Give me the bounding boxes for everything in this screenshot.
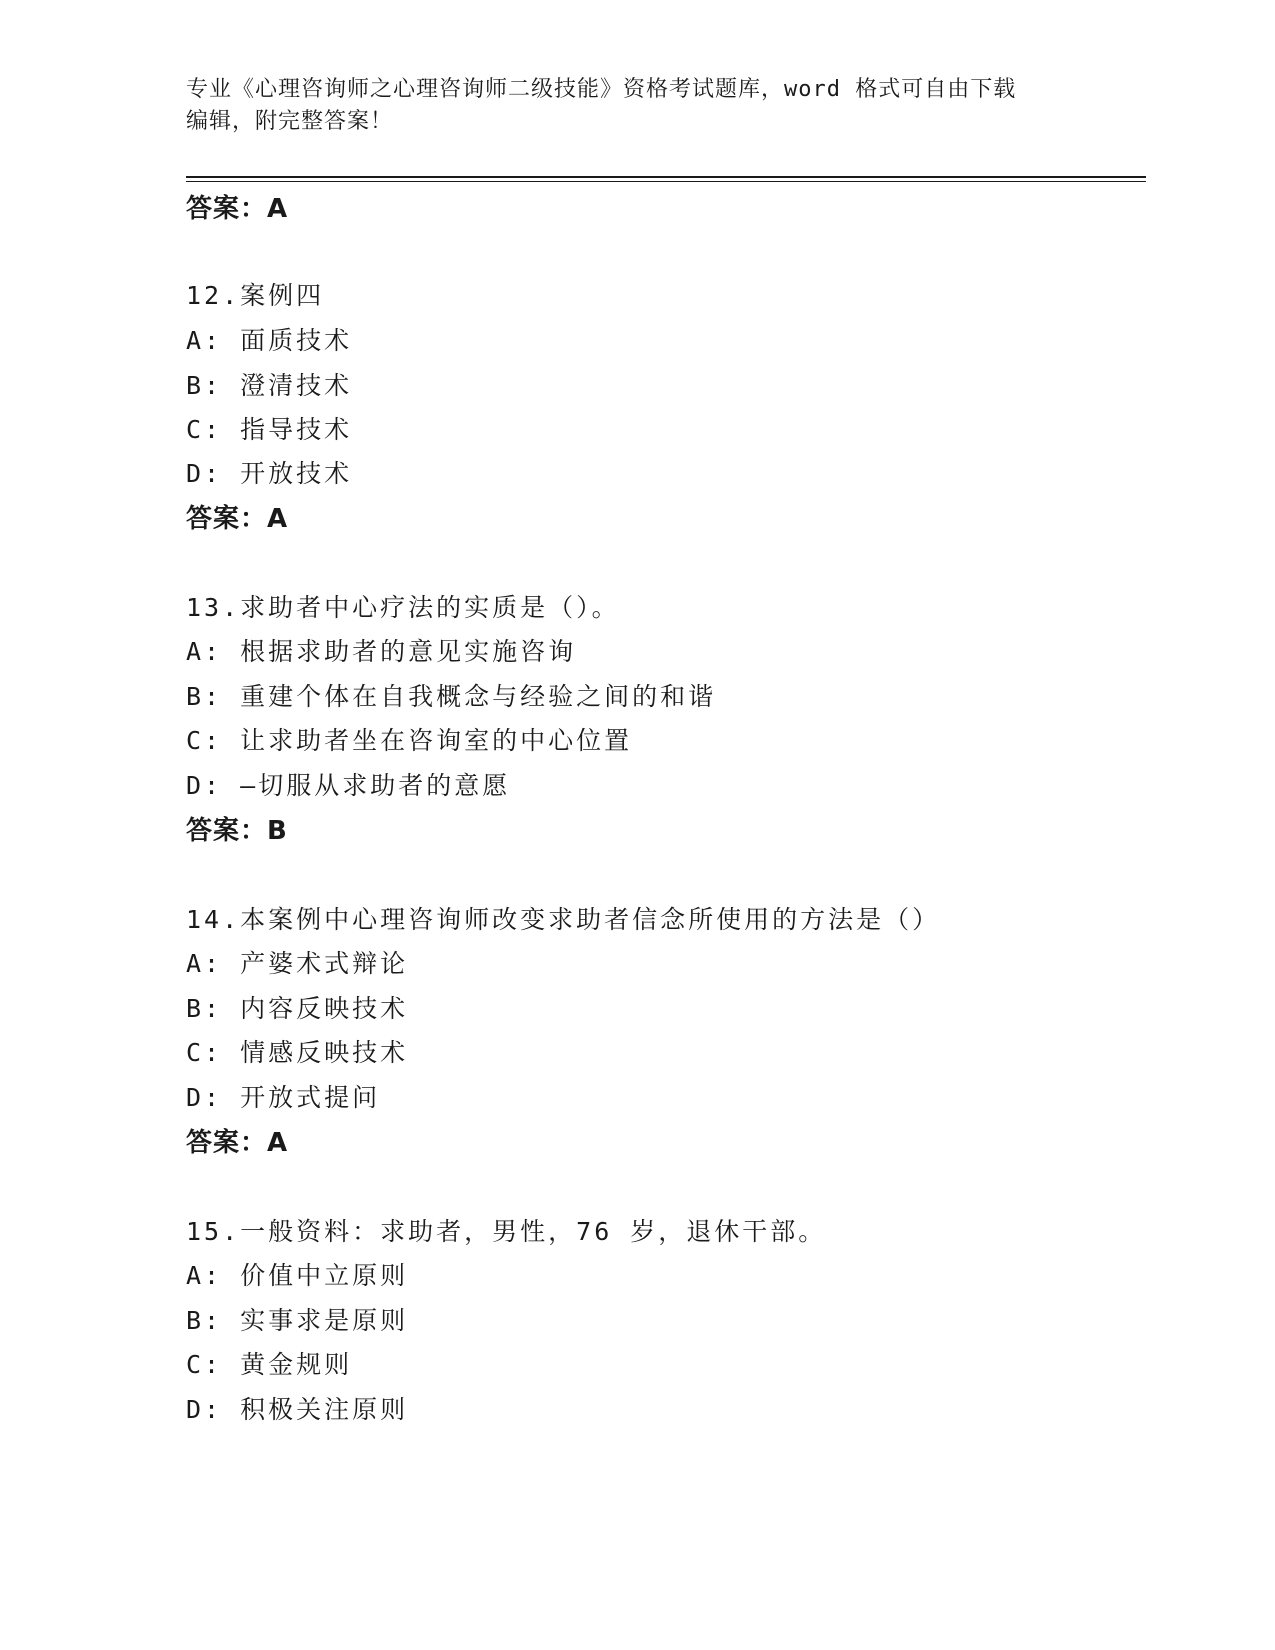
question-title: 13.求助者中心疗法的实质是（）。 <box>186 593 620 622</box>
answer: 答案：A <box>186 504 289 534</box>
option-a: A: 根据求助者的意见实施咨询 <box>186 637 577 666</box>
question-title: 12.案例四 <box>186 281 325 310</box>
option-c: C: 黄金规则 <box>186 1350 353 1379</box>
option-b: B: 重建个体在自我概念与经验之间的和谐 <box>186 682 717 711</box>
option-d: D: 开放技术 <box>186 459 353 488</box>
previous-answer: 答案：A <box>186 194 289 224</box>
option-d: D: —切服从求助者的意愿 <box>186 771 511 800</box>
option-a: A: 价值中立原则 <box>186 1261 409 1290</box>
option-b: B: 内容反映技术 <box>186 994 409 1023</box>
header-line-2: 编辑，附完整答案！ <box>186 109 394 134</box>
option-d: D: 积极关注原则 <box>186 1395 409 1424</box>
header-divider-thick <box>186 176 1146 178</box>
answer: 答案：A <box>186 1128 289 1158</box>
option-b: B: 实事求是原则 <box>186 1306 409 1335</box>
header-line-1: 专业《心理咨询师之心理咨询师二级技能》资格考试题库，word 格式可自由下载 <box>186 77 1017 102</box>
option-a: A: 面质技术 <box>186 326 353 355</box>
document-header <box>186 74 1066 138</box>
option-b: B: 澄清技术 <box>186 371 353 400</box>
answer: 答案：B <box>186 816 288 846</box>
header-divider-thin <box>186 181 1146 182</box>
option-c: C: 情感反映技术 <box>186 1038 409 1067</box>
option-c: C: 指导技术 <box>186 415 353 444</box>
question-title: 14.本案例中心理咨询师改变求助者信念所使用的方法是（） <box>186 905 941 934</box>
option-a: A: 产婆术式辩论 <box>186 949 409 978</box>
option-c: C: 让求助者坐在咨询室的中心位置 <box>186 726 633 755</box>
question-title: 15.一般资料：求助者，男性，76 岁，退休干部。 <box>186 1217 827 1246</box>
option-d: D: 开放式提问 <box>186 1083 381 1112</box>
